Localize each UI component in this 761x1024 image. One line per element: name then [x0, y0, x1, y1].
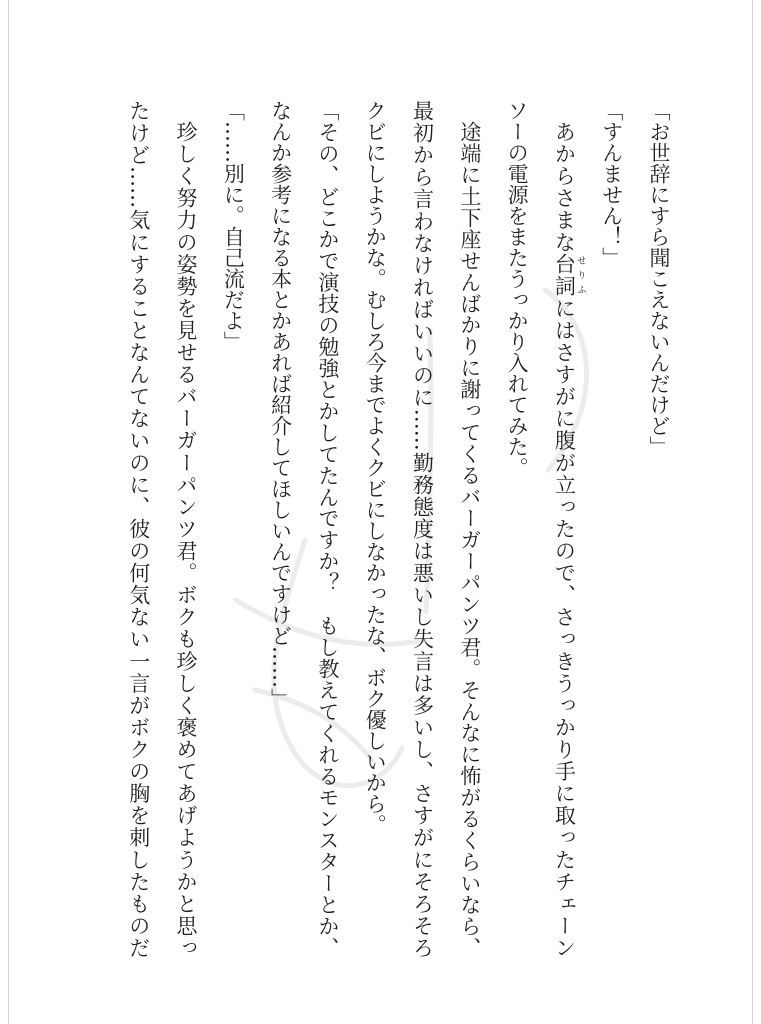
text-segment: あからさまな [552, 121, 577, 254]
vertical-text-body [114, 100, 682, 980]
ruby-base: 台詞 [552, 253, 577, 298]
text-line: なんか参考になる本とかあれば紹介してほしいんですけど……」 [268, 100, 293, 709]
paragraph [493, 100, 588, 980]
paragraph [351, 100, 493, 980]
text-line: たけど……気にすることなんてないのに、彼の何気ない一言がボクの胸を刺したものだ [126, 100, 151, 958]
paragraph [256, 100, 351, 980]
text-line: 珍しく努力の姿勢を見せるバーガーパンツ君。ボクも珍しく褒めてあげようかと思っ [174, 121, 199, 958]
text-line: クビにしようかな。むしろ今までよくクビにしなかったな、ボク優しいから。 [363, 100, 388, 835]
text-line: 「すんません！」 [599, 100, 624, 268]
ruby-text: せりふ [574, 253, 586, 297]
paragraph [209, 100, 256, 980]
text-line: 「お世辞にすら聞こえないんだけど」 [647, 100, 671, 457]
paragraph [587, 100, 634, 980]
text-line: 「……別に。自己流だよ」 [221, 100, 246, 352]
text-segment: にはさすがに腹が立ったので、さっきうっかり手に取ったチェーン [552, 297, 577, 959]
text-line: 「その、どこかで演技の勉強とかしてたんですか？ もし教えてくれるモンスターとか、 [315, 100, 340, 959]
text-line: ソーの電源をまたうっかり入れてみた。 [505, 100, 530, 478]
text-line-with-ruby [540, 100, 587, 958]
text-line: 最初から言わなければいいのに……勤務態度は悪いし失言は多いし、さすがにそろそろ [410, 100, 435, 958]
text-line: 途端に土下座せんばかりに謝ってくるバーガーパンツ君。そんなに怖がるくらいなら、 [457, 121, 482, 959]
paragraph [635, 100, 682, 980]
ruby-annotation [552, 253, 586, 298]
paragraph [114, 100, 209, 980]
